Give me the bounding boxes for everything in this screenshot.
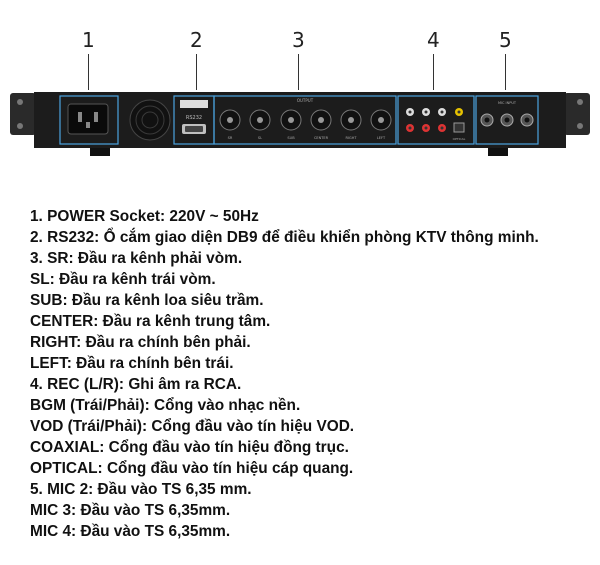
port-descriptions [30,206,590,542]
mic-input-label: MIC INPUT [497,101,517,105]
output-label: OUTPUT [296,98,314,103]
description-line: 4. REC (L/R): Ghi âm ra RCA. [30,376,242,393]
description-line: COAXIAL: Cổng đầu vào tín hiệu đồng trục. [30,439,349,456]
description-line: SUB: Đầu ra kênh loa siêu trầm. [30,292,264,309]
left-rack-ear [10,93,36,135]
foot [488,148,508,156]
callout-4-line [433,54,434,90]
callout-2: 2 [190,28,203,52]
callout-3: 3 [292,28,305,52]
callout-1-line [88,54,89,90]
description-line: 2. RS232: Ổ cắm giao diện DB9 để điều khiển phòng KTV thông minh. [30,229,539,246]
left-label: LEFT [376,136,386,140]
right-label: RIGHT [345,136,357,140]
description-line: MIC 4: Đầu vào TS 6,35mm. [30,523,231,540]
description-line: VOD (Trái/Phải): Cổng đầu vào tín hiệu VOD. [30,418,355,435]
power-socket-icon [68,104,108,134]
label-plate [180,100,208,108]
description-line: CENTER: Đầu ra kênh trung tâm. [30,313,271,330]
sl-label: SL [257,136,263,140]
sub-label: SUB [287,136,295,140]
callout-numbers [0,0,600,95]
description-line: OPTICAL: Cổng đầu vào tín hiệu cáp quang. [30,460,354,477]
callout-5: 5 [499,28,512,52]
mic-jack-connectors [481,114,533,126]
optical-label: OPTICAL [452,137,466,141]
callout-4: 4 [427,28,440,52]
description-line: SL: Đầu ra kênh trái vòm. [30,271,216,288]
foot [90,148,110,156]
description-line: BGM (Trái/Phải): Cổng vào nhạc nền. [30,397,301,414]
callout-2-line [196,54,197,90]
device-rear-panel [0,90,600,170]
description-line: MIC 3: Đầu vào TS 6,35mm. [30,502,231,519]
optical-port-icon [454,123,464,132]
callout-5-line [505,54,506,90]
right-rack-ear [564,93,590,135]
description-line: 3. SR: Đầu ra kênh phải vòm. [30,250,243,267]
center-label: CENTER [313,136,329,140]
description-line: RIGHT: Đầu ra chính bên phải. [30,334,251,351]
description-line: LEFT: Đầu ra chính bên trái. [30,355,234,372]
description-line: 5. MIC 2: Đầu vào TS 6,35 mm. [30,481,252,498]
rs232-label: RS232 [185,115,203,121]
sr-label: SR [227,136,233,140]
description-line: 1. POWER Socket: 220V ~ 50Hz [30,208,259,225]
callout-1: 1 [82,28,95,52]
callout-3-line [298,54,299,90]
